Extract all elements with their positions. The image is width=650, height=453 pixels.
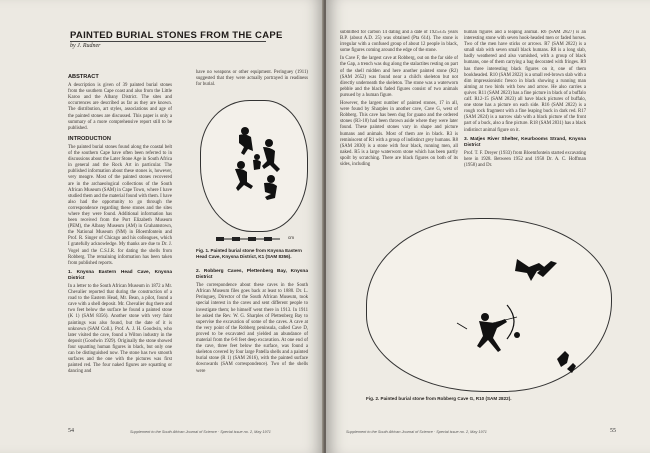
left-column-2-top	[196, 70, 308, 90]
abstract-heading: ABSTRACT	[68, 74, 99, 80]
column2-opening-text: have no weapons or other equipment. Peringuey (1911) suggested that they were actually portrayed in readiness for burial.	[196, 70, 308, 88]
page-number-left: 54	[68, 428, 74, 434]
figure-1-caption: Fig. 1. Painted burial stone from Knysna Eastern Head Cave, Knysna District, K1 (SAM 8356).	[196, 248, 302, 259]
figure-1-drawing	[201, 101, 307, 231]
left-page	[0, 0, 324, 453]
abstract-text: A description is given of 39 painted burial stones from the southern Cape coast and also from the Little Karoo and the Albany District. The sites and occurrences are described as far as they are known. The distribution, art styles, associations and age of the painted stones are discussed. This paper is only a summary of a more comprehensive report still to be published.	[68, 83, 172, 131]
right-col1-text-c: However, the largest number of painted stones, 17 in all, were found by Sharples in another cave, Cave G, west of Robberg. This cave has been dug for guano and the ordered stones (R3-18) had been thrown aside where they were later found. These painted stones vary in shape and picture humans and animals. Most of them are in black. R3 is reminiscent of R1 with a group of indistinct grey humans. R8 (SAM 2830) is a stone with four black, running men, all naked. R5 is a large waterworn stone which has been partly spoilt by scratching. There are black figures on both of its sides, including	[340, 101, 458, 167]
introduction-text: The painted burial stones found along the coastal belt of the southern Cape have often been referred to in discussions about the Later Stone Age in South Africa in general and the Rock Art in particular. The published information about these stones is, however, very meagre. Most of the painted stones recovered are in the archaeological collections of the South African Museum (SAM) in Cape Town, where I have studied them and the material found with them. I have also had the opportunity to go through the correspondence regarding these stones and the sites where they were found. Additional information has been received from the Port Elizabeth Museum (PEM), the Albany Museum (AM) in Grahamstown, the National Museum (NM) in Bloemfontein and Prof. R. Singer of Chicago and his colleagues, which I gratefully acknowledge. My thanks are due to Dr. J. Vogel and the C.S.I.R. for dating the shells from Robberg. The remaining information has been taken from published reports.	[68, 144, 172, 266]
article-title: PAINTED BURIAL STONES FROM THE CAPE	[70, 30, 283, 41]
left-column-2-bottom	[196, 266, 308, 416]
site3-heading: 3. Matjes River Shelter, Keurbooms Strand, Knysna District	[464, 136, 586, 148]
figure-2-stone	[366, 218, 612, 392]
site2-text: The correspondence about these caves in the South African Museum files goes back at least to 1880. Dr. L. Peringuey, Director of the South African Museum, took special interest in the caves and sent different people to investigate them; he himself went there in 1913. In 1911 he asked the Rev. W. G. Sharples of Plettenberg Bay to supervise the excavation of some of the caves. A cave at the very point of the Robberg peninsula, called Cave D, proved to be excavated and yielded an abundance of material from the 6-8 feet deep excavation. At one end of the cave, three feet below the surface, was found a skeleton covered by four large Patella shells and a painted burial stone (R 1) (SAM 2616), with the painted surface downwards (SAM correspondence). Two of the shells were	[196, 283, 308, 374]
figure-1-scale-bar	[214, 234, 284, 244]
title-rule	[70, 41, 266, 42]
footer-right: Supplement to the South African Journal of Science · Special issue no. 2, May 1971	[346, 430, 487, 434]
right-col1-text-b: In Cave F, the largest cave at Robberg, out on the far side of the Gap, a trench was dug along the stalactites resting on part of the shell midden and here another painted stone (R2) (SAM 2652) was found near a child's skeleton but not directly underneath the skeleton. The stone was a waterworn pebble and the black faded figures consist of two animals pursued by a human figure.	[340, 56, 458, 98]
figure-2-drawing	[367, 219, 611, 391]
right-col1-text-a: submitted for carbon 14 dating and a date of 1925±35 years B.P. (about A.D. 25) was obtained (Pta 614). The stone is irregular with a confused group of about 12 people in black, some figures coming around the edge of the stone.	[340, 30, 458, 54]
figure-1-stone	[200, 100, 308, 232]
left-column-1	[68, 70, 172, 450]
footer-left: Supplement to the South African Journal of Science · Special issue no. 2, May 1971	[130, 430, 271, 434]
article-author: by J. Rudner	[70, 43, 101, 49]
site1-text: In a letter to the South African Museum in 1872 a Mr. Chevalier reported that during the construction of a road to the Eastern Head, Mr. Bean, a pilot, found a cave with a shell deposit. Mr. Chevalier dug there and two feet below the surface he found a painted stone (K 1) (SAM 8356). Another stone with very faint paintings was also found, but the date of it is unknown (SAM Coll.). Prof. A. J. H. Goodwin, who later visited the cave, found a Wilton industry in the deposit (Goodwin 1929). Originally the stone showed four squatting human figures in black, but only one can be distinguished now. The stone has two smooth surfaces and the one with the pictures was first painted red. The four naked figures are squatting or dancing and	[68, 284, 172, 375]
figure-2-caption: Fig. 2. Painted burial stone from Robberg Cave G, R10 (SAM 2822).	[366, 396, 512, 401]
page-number-right: 55	[610, 428, 616, 434]
site2-heading: 2. Robberg Caves, Plettenberg Bay, Knysna District	[196, 269, 308, 281]
right-page	[326, 0, 650, 453]
site1-heading: 1. Knysna Eastern Head Cave, Knysna District	[68, 269, 172, 281]
right-col2-text-a: human figures and a leaping animal. R6 (SAM 2827) is an interesting stone with seven hook-headed men or faded horses. Two of the men have sticks or arrows. R7 (SAM 2822) is a small slab with seven small black humans. R8 is a long slab, badly weathered and also varnished, with a group of black humans, one of them carrying a bag decorated with fringes. R9 has three interesting black figures on it, one of them bookheaded. R10 (SAM 2822) is a small red-brown slab with a dim impressionistic fresco in black showing a running man aiming at two birds with bow and arrow. He also carries a quiver. R11 (SAM 2823) has a fine picture in black of a buffalo calf. R12-15 (SAM 2823) all have black pictures of buffalo, one stone has a picture on each side. R16 (SAM 2822) is a rough rock fragment with a fine leaping buck in dark red. R17 (SAM 2824) is a narrow slab with a black picture of the front part of a buck, also a fine picture. R18 (SAM 2831) has a black indistinct animal figure on it.	[464, 30, 586, 133]
site3-text: Prof. T. F. Dreyer (1933) from Bloemfontein started excavating here in 1928. Between 1952 and 1958 Dr. A. C. Hoffman (1958) and Dr.	[464, 150, 586, 168]
introduction-heading: INTRODUCTION	[68, 135, 111, 142]
figure-1-scale-unit: cm	[288, 235, 295, 240]
